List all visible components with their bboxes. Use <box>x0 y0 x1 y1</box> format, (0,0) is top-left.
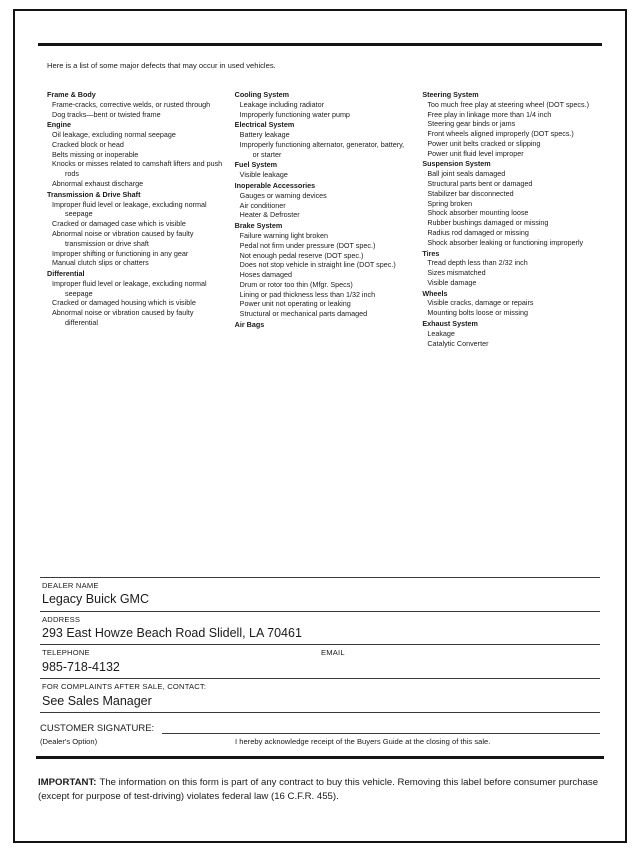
defect-item: Does not stop vehicle in straight line (DOT spec.) <box>239 260 396 270</box>
top-rule <box>38 43 602 46</box>
defect-item: Power unit fluid level improper <box>427 148 524 158</box>
address-label: ADDRESS <box>42 614 81 624</box>
defect-item: Power unit belts cracked or slipping <box>427 138 541 148</box>
defect-item: Spring broken <box>427 198 473 208</box>
defect-item: Abnormal exhaust discharge <box>52 179 144 189</box>
defect-item: Abnormal noise or vibration caused by faulty differential <box>52 308 194 327</box>
defect-item: Rubber bushings damaged or missing <box>427 218 549 228</box>
defect-item: Improper fluid level or leakage, excluding normal seepage <box>52 278 207 298</box>
defects-column <box>47 89 223 348</box>
bottom-rule <box>36 756 604 759</box>
defect-item: Radius rod damaged or missing <box>427 227 529 237</box>
customer-signature-label: CUSTOMER SIGNATURE: <box>40 723 155 734</box>
address-value: 293 East Howze Beach Road Slidell, LA 70461 <box>42 626 302 641</box>
defect-item: Leakage <box>427 328 455 338</box>
defect-item: Cracked block or head <box>52 139 124 149</box>
defect-item: Not enough pedal reserve (DOT spec.) <box>239 250 364 260</box>
section-heading: Air Bags <box>234 319 265 329</box>
defect-item: Improper shifting or functioning in any gear <box>52 248 189 258</box>
acknowledgement-text: I hereby acknowledge receipt of the Buyers Guide at the closing of this sale. <box>235 737 491 746</box>
defects-column <box>422 89 598 348</box>
defect-item: Structural parts bent or damaged <box>427 179 533 189</box>
defect-item: Hoses damaged <box>239 270 293 280</box>
defect-item: Manual clutch slips or chatters <box>52 258 149 268</box>
telephone-email-field <box>40 645 600 679</box>
defect-item: Mounting bolts loose or missing <box>427 308 529 318</box>
defect-item: Abnormal noise or vibration caused by faulty transmission or drive shaft <box>52 228 194 248</box>
important-text: The information on this form is part of any contract to buy this vehicle. Removing this label before consumer purchase (except for purpose of test-driving) violates federal law (16 C.F.R. 455). <box>38 776 599 802</box>
section-heading: Tires <box>422 248 440 258</box>
complaints-contact-value: See Sales Manager <box>42 693 152 708</box>
signature-block <box>40 722 600 746</box>
defect-item: Frame-cracks, corrective welds, or rusted through <box>52 99 211 109</box>
defect-item: Leakage including radiator <box>239 99 324 109</box>
defect-item: Cracked or damaged housing which is visible <box>52 298 196 308</box>
defect-item: Catalytic Converter <box>427 338 489 348</box>
section-heading: Wheels <box>422 288 448 298</box>
defect-item: Drum or rotor too thin (Mfgr. Specs) <box>239 279 353 289</box>
defect-item: Front wheels aligned improperly (DOT specs.) <box>427 129 574 139</box>
defect-item: Battery leakage <box>239 130 290 140</box>
section-heading: Fuel System <box>234 160 278 170</box>
defect-item: Sizes mismatched <box>427 268 486 278</box>
email-value <box>321 658 600 678</box>
email-label: EMAIL <box>321 648 345 658</box>
section-heading: Steering System <box>422 90 479 99</box>
defect-item: Free play in linkage more than 1/4 inch <box>427 109 552 119</box>
section-heading: Transmission & Drive Shaft <box>47 189 141 199</box>
defect-item: Improperly functioning water pump <box>239 109 350 119</box>
defect-item: Ball joint seals damaged <box>427 169 506 179</box>
telephone-label: TELEPHONE <box>42 648 90 658</box>
dealer-name-value: Legacy Buick GMC <box>42 592 149 607</box>
section-heading: Cooling System <box>234 90 289 99</box>
defect-item: Knocks or misses related to camshaft lifters and push rods <box>52 159 223 179</box>
section-heading: Brake System <box>234 221 283 231</box>
section-heading: Engine <box>47 120 71 130</box>
defect-item: Visible damage <box>427 277 477 287</box>
defect-item: Improper fluid level or leakage, excluding normal seepage <box>52 199 207 219</box>
important-notice <box>38 776 602 805</box>
defect-item: Heater & Defroster <box>239 210 300 220</box>
defect-item: Power unit not operating or leaking <box>239 299 351 309</box>
defect-item: Improperly functioning alternator, generator, battery, or starter <box>239 139 405 159</box>
defect-item: Shock absorber mounting loose <box>427 208 529 218</box>
defect-item: Gauges or warning devices <box>239 190 327 200</box>
defect-item: Air conditioner <box>239 200 286 210</box>
defect-item: Failure warning light broken <box>239 230 328 240</box>
defect-item: Dog tracks—bent or twisted frame <box>52 109 161 119</box>
section-heading: Differential <box>47 269 85 279</box>
defects-list <box>47 89 598 348</box>
section-heading: Inoperable Accessories <box>234 181 316 191</box>
defect-item: Shock absorber leaking or functioning improperly <box>427 237 584 247</box>
intro-text: Here is a list of some major defects that may occur in used vehicles. <box>47 61 276 70</box>
dealer-name-label: DEALER NAME <box>42 581 99 590</box>
section-heading: Electrical System <box>234 120 295 130</box>
defect-item: Visible cracks, damage or repairs <box>427 298 534 308</box>
defects-column <box>235 89 411 348</box>
complaints-field <box>40 679 600 713</box>
dealer-info-block <box>40 577 600 713</box>
defect-item: Belts missing or inoperable <box>52 149 139 159</box>
section-heading: Suspension System <box>422 159 491 169</box>
defect-item: Structural or mechanical parts damaged <box>239 309 368 319</box>
defect-item: Pedal not firm under pressure (DOT spec.) <box>239 240 376 250</box>
dealers-option-note: (Dealer's Option) <box>40 737 98 746</box>
signature-line <box>162 722 600 734</box>
dealer-name-field <box>40 578 600 612</box>
defect-item: Lining or pad thickness less than 1/32 inch <box>239 289 376 299</box>
defect-item: Cracked or damaged case which is visible <box>52 219 186 229</box>
defect-item: Visible leakage <box>239 170 288 180</box>
important-label: IMPORTANT: <box>38 776 97 788</box>
section-heading: Frame & Body <box>47 90 96 99</box>
telephone-value: 985-718-4132 <box>42 659 120 674</box>
defect-item: Oil leakage, excluding normal seepage <box>52 130 176 140</box>
defect-item: Too much free play at steering wheel (DOT specs.) <box>427 99 589 109</box>
complaints-label: FOR COMPLAINTS AFTER SALE, CONTACT: <box>42 682 207 692</box>
defect-item: Stabilizer bar disconnected <box>427 188 514 198</box>
defect-item: Tread depth less than 2/32 inch <box>427 258 528 268</box>
section-heading: Exhaust System <box>422 318 478 328</box>
address-field <box>40 612 600 646</box>
defect-item: Steering gear binds or jams <box>427 119 516 129</box>
